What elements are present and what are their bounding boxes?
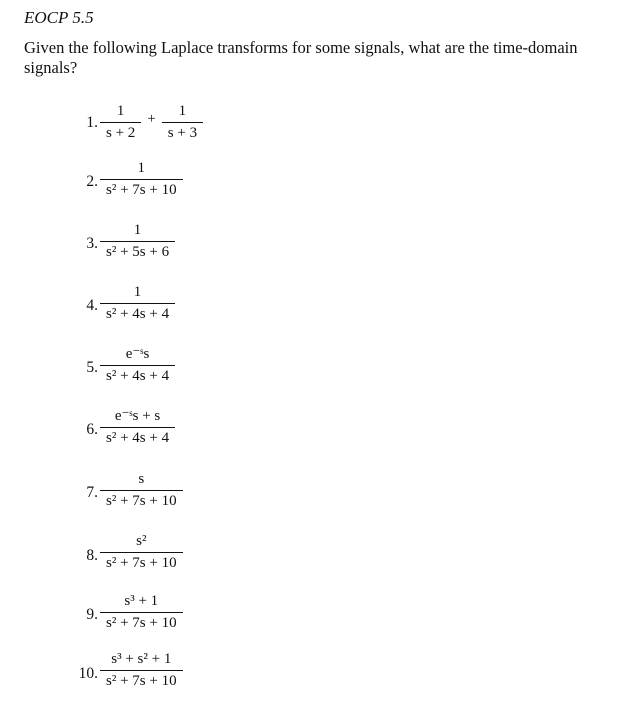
- laplace-fraction: [100, 281, 175, 324]
- problem-number: 1.: [86, 114, 98, 131]
- numerator: 1: [137, 160, 146, 176]
- plus-operator: +: [147, 111, 156, 127]
- problem-number: 10.: [78, 665, 98, 682]
- problem-heading: EOCP 5.5: [24, 8, 94, 27]
- numerator: s²: [136, 533, 147, 549]
- denominator: s² + 7s + 10: [106, 182, 177, 198]
- numerator: s: [138, 471, 145, 487]
- problem-number: 8.: [86, 547, 98, 564]
- laplace-fraction: [100, 648, 183, 691]
- problem-number: 5.: [86, 359, 98, 376]
- denominator: s² + 7s + 10: [106, 673, 177, 689]
- denominator: s² + 4s + 4: [106, 368, 170, 384]
- denominator: s² + 4s + 4: [106, 430, 170, 446]
- denominator: s + 2: [106, 125, 136, 141]
- denominator: s² + 7s + 10: [106, 493, 177, 509]
- laplace-fraction: [100, 530, 183, 573]
- denominator: s² + 5s + 6: [106, 244, 170, 260]
- problem-number: 2.: [86, 173, 98, 190]
- numerator: 1: [116, 103, 125, 119]
- laplace-expression: [100, 100, 203, 143]
- numerator: s³ + 1: [124, 593, 159, 609]
- fraction-term-1: [100, 100, 141, 143]
- numerator: 1: [178, 103, 187, 119]
- numerator: 1: [133, 284, 142, 300]
- numerator: e⁻ˢs: [125, 346, 150, 362]
- fraction-term-2: [162, 100, 203, 143]
- laplace-fraction: [100, 468, 183, 511]
- problem-number: 7.: [86, 484, 98, 501]
- problem-number: 4.: [86, 297, 98, 314]
- laplace-fraction: [100, 590, 183, 633]
- problem-number: 6.: [86, 421, 98, 438]
- denominator: s² + 7s + 10: [106, 555, 177, 571]
- numerator: 1: [133, 222, 142, 238]
- denominator: s + 3: [167, 125, 198, 141]
- laplace-fraction: [100, 343, 175, 386]
- problem-prompt: Given the following Laplace transforms for some signals, what are the time-domain signals?: [24, 38, 578, 77]
- numerator: e⁻ˢs + s: [114, 408, 161, 424]
- denominator: s² + 4s + 4: [106, 306, 170, 322]
- laplace-fraction: [100, 405, 175, 448]
- denominator: s² + 7s + 10: [106, 615, 177, 631]
- numerator: s³ + s² + 1: [111, 651, 172, 667]
- laplace-fraction: [100, 219, 175, 262]
- problem-number: 9.: [86, 606, 98, 623]
- laplace-fraction: [100, 157, 183, 200]
- problem-number: 3.: [86, 235, 98, 252]
